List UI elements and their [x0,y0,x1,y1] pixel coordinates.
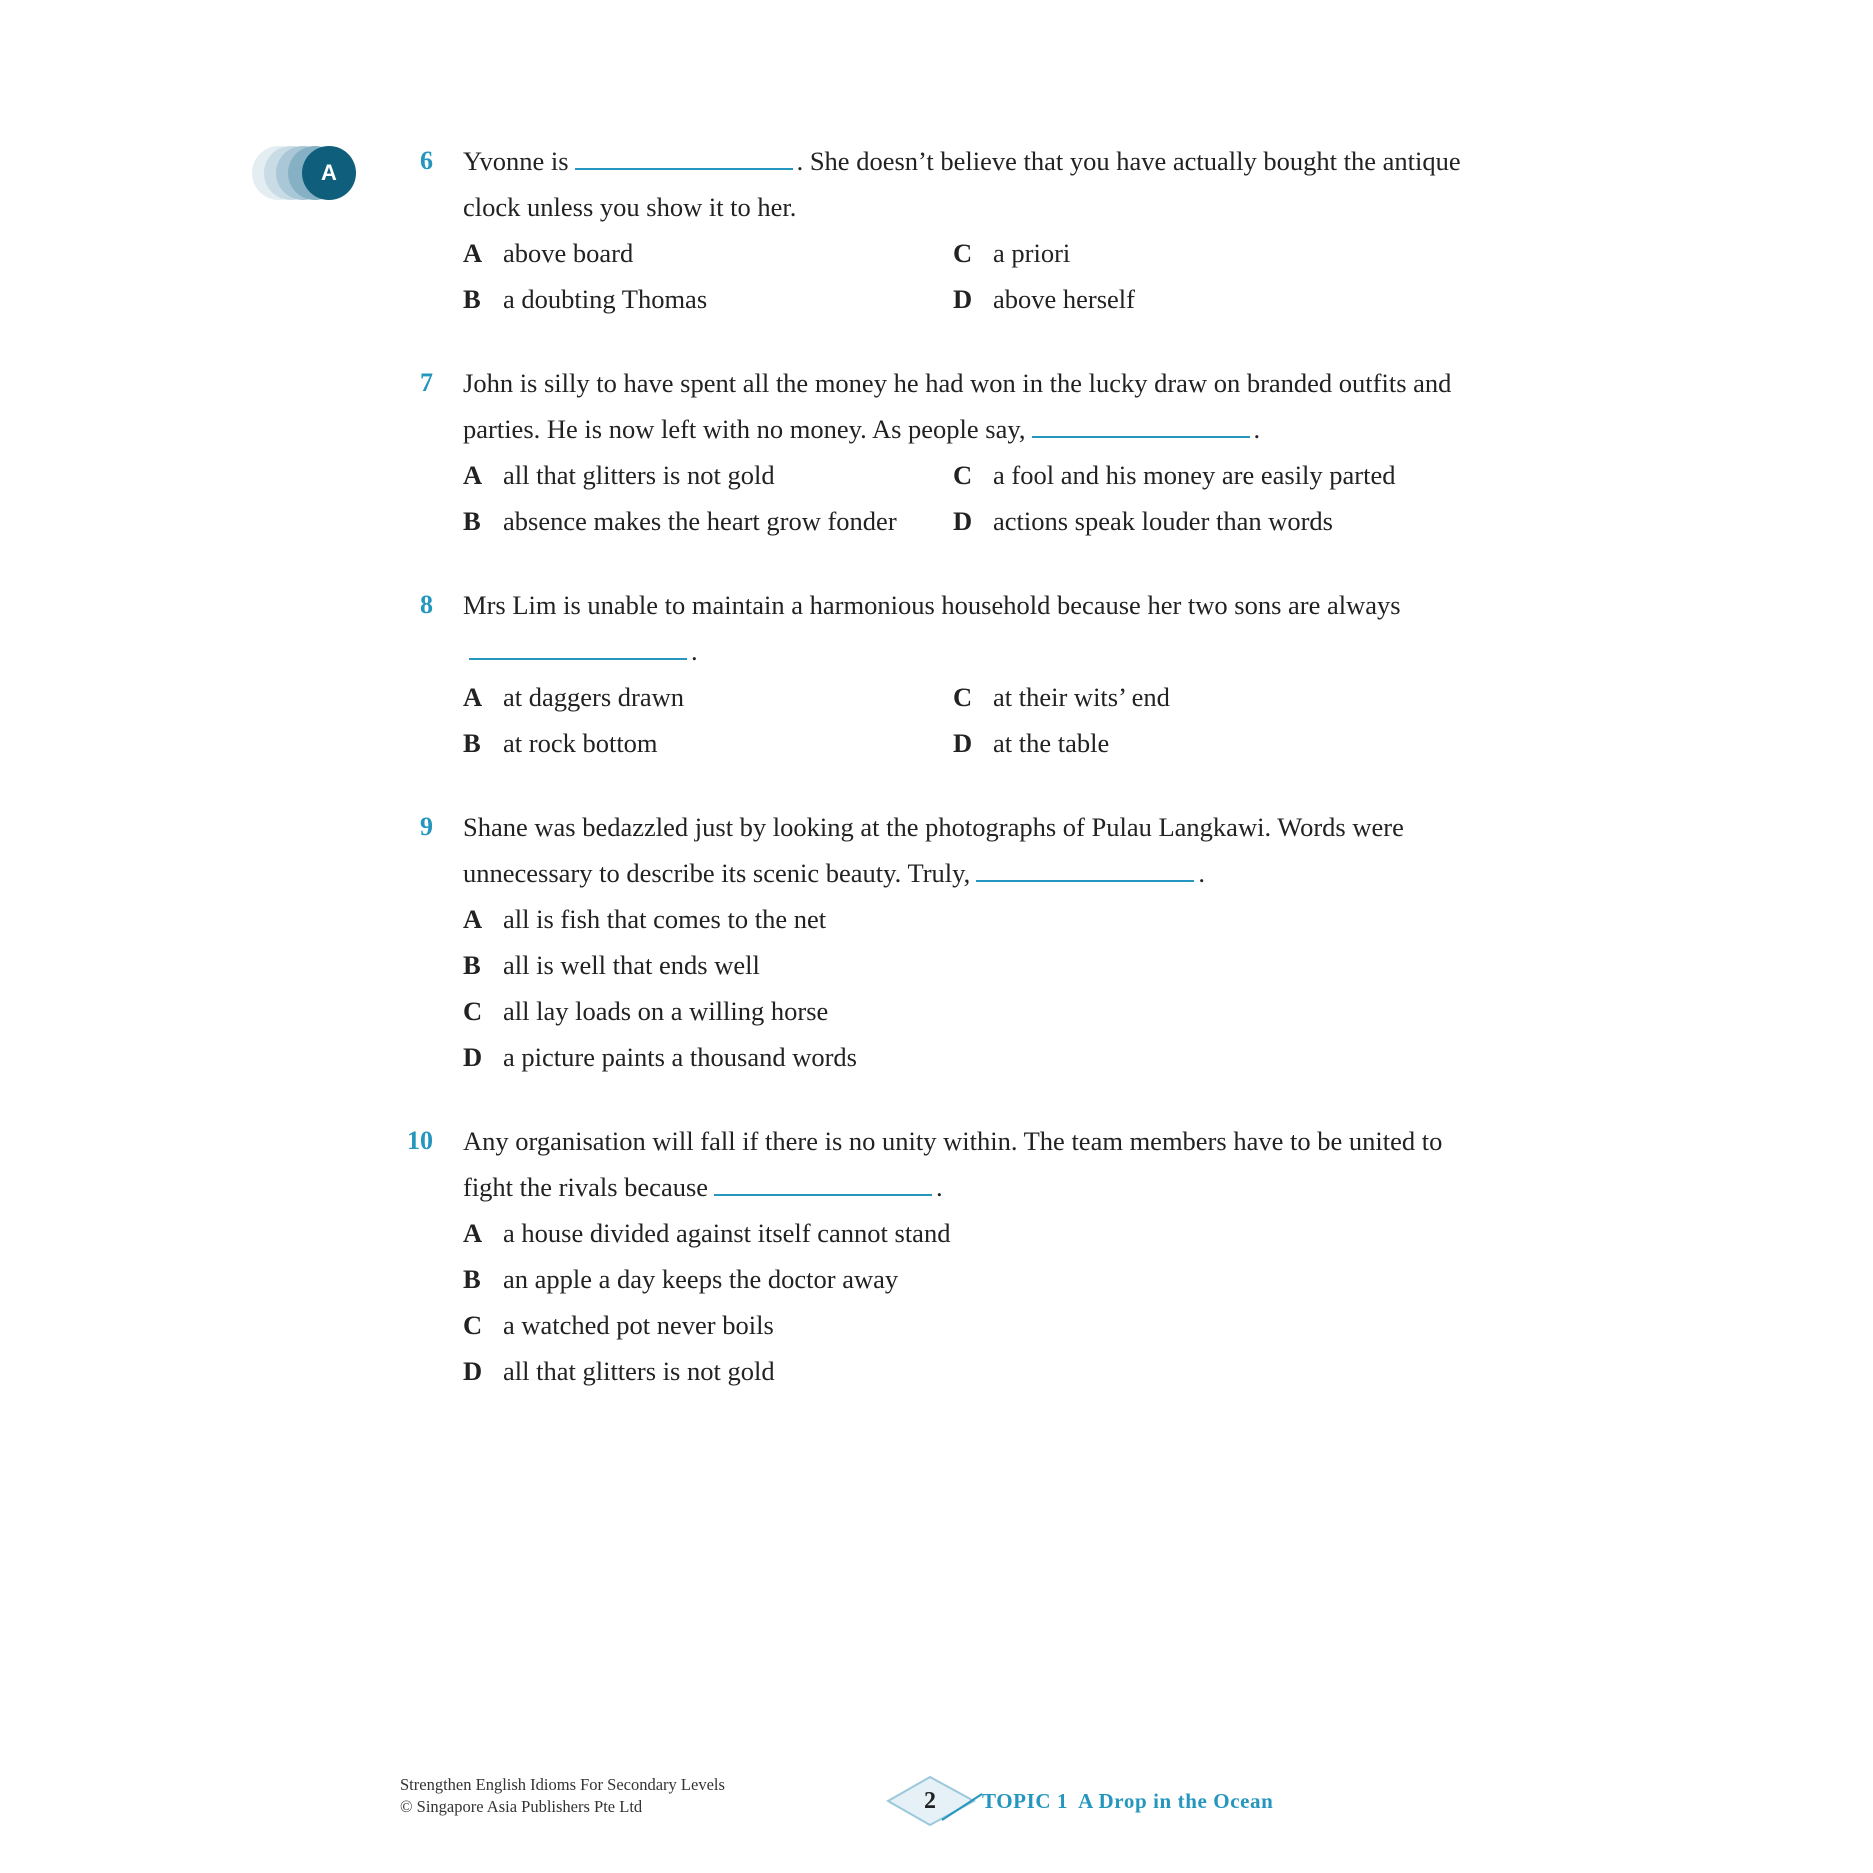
option-8b[interactable]: B at rock bottom [463,728,658,758]
question-9 [400,804,1480,1080]
question-8 [400,582,1480,766]
topic-label: TOPIC 1 [982,1789,1069,1813]
options [463,674,1480,766]
option-8a[interactable]: A at daggers drawn [463,682,685,712]
option-7d[interactable]: D actions speak louder than words [953,506,1333,536]
topic-title [982,1789,1273,1814]
options [463,230,1480,322]
option-6a[interactable]: A above board [463,238,634,268]
question-number: 7 [420,368,433,397]
answer-blank[interactable] [575,142,793,170]
options [463,1210,1480,1394]
option-7b[interactable]: B absence makes the heart grow fonder [463,506,897,536]
option-8c[interactable]: C at their wits’ end [953,682,1170,712]
option-9c[interactable]: C all lay loads on a willing horse [463,996,829,1026]
option-10c[interactable]: C a watched pot never boils [463,1310,774,1340]
options [463,452,1480,544]
option-6d[interactable]: D above herself [953,284,1135,314]
topic-name: A Drop in the Ocean [1078,1789,1274,1813]
option-7c[interactable]: C a fool and his money are easily parted [953,460,1396,490]
question-list [400,138,1480,1432]
question-number: 8 [420,590,433,619]
answer-blank[interactable] [714,1168,932,1196]
answer-blank[interactable] [976,854,1194,882]
question-text: John is silly to have spent all the money he had won in the lucky draw on branded outfits and parties. He is now left with no money. As people say, . [463,368,1452,444]
option-9b[interactable]: B all is well that ends well [463,950,760,980]
page-number-badge [882,1776,986,1830]
option-10a[interactable]: A a house divided against itself cannot stand [463,1218,951,1248]
answer-blank[interactable] [469,632,687,660]
copyright: © Singapore Asia Publishers Pte Ltd [400,1797,643,1816]
answer-blank[interactable] [1032,410,1250,438]
section-label: A [302,146,356,200]
page-number: 2 [924,1788,936,1814]
option-6c[interactable]: C a priori [953,238,1071,268]
question-text: Mrs Lim is unable to maintain a harmonious household because her two sons are always. [463,590,1401,666]
option-6b[interactable]: B a doubting Thomas [463,284,708,314]
option-10d[interactable]: D all that glitters is not gold [463,1356,775,1386]
question-text: Any organisation will fall if there is no unity within. The team members have to be united to fight the rivals because . [463,1126,1443,1202]
question-text: Yvonne is . She doesn’t believe that you have actually bought the antique clock unless you show it to her. [463,138,1480,230]
footer-credit [400,1774,725,1818]
section-badge [252,146,356,200]
options [463,896,1480,1080]
option-9a[interactable]: A all is fish that comes to the net [463,904,827,934]
option-7a[interactable]: A all that glitters is not gold [463,460,775,490]
option-9d[interactable]: D a picture paints a thousand words [463,1042,857,1072]
option-8d[interactable]: D at the table [953,728,1110,758]
question-text: Shane was bedazzled just by looking at the photographs of Pulau Langkawi. Words were unnecessary to describe its scenic beauty. Truly, . [463,812,1404,888]
question-10 [400,1118,1480,1394]
question-7 [400,360,1480,544]
question-number: 6 [420,146,433,175]
question-6 [400,138,1480,322]
question-number: 9 [420,812,433,841]
question-number: 10 [407,1126,433,1155]
book-title: Strengthen English Idioms For Secondary Levels [400,1775,725,1794]
option-10b[interactable]: B an apple a day keeps the doctor away [463,1264,899,1294]
